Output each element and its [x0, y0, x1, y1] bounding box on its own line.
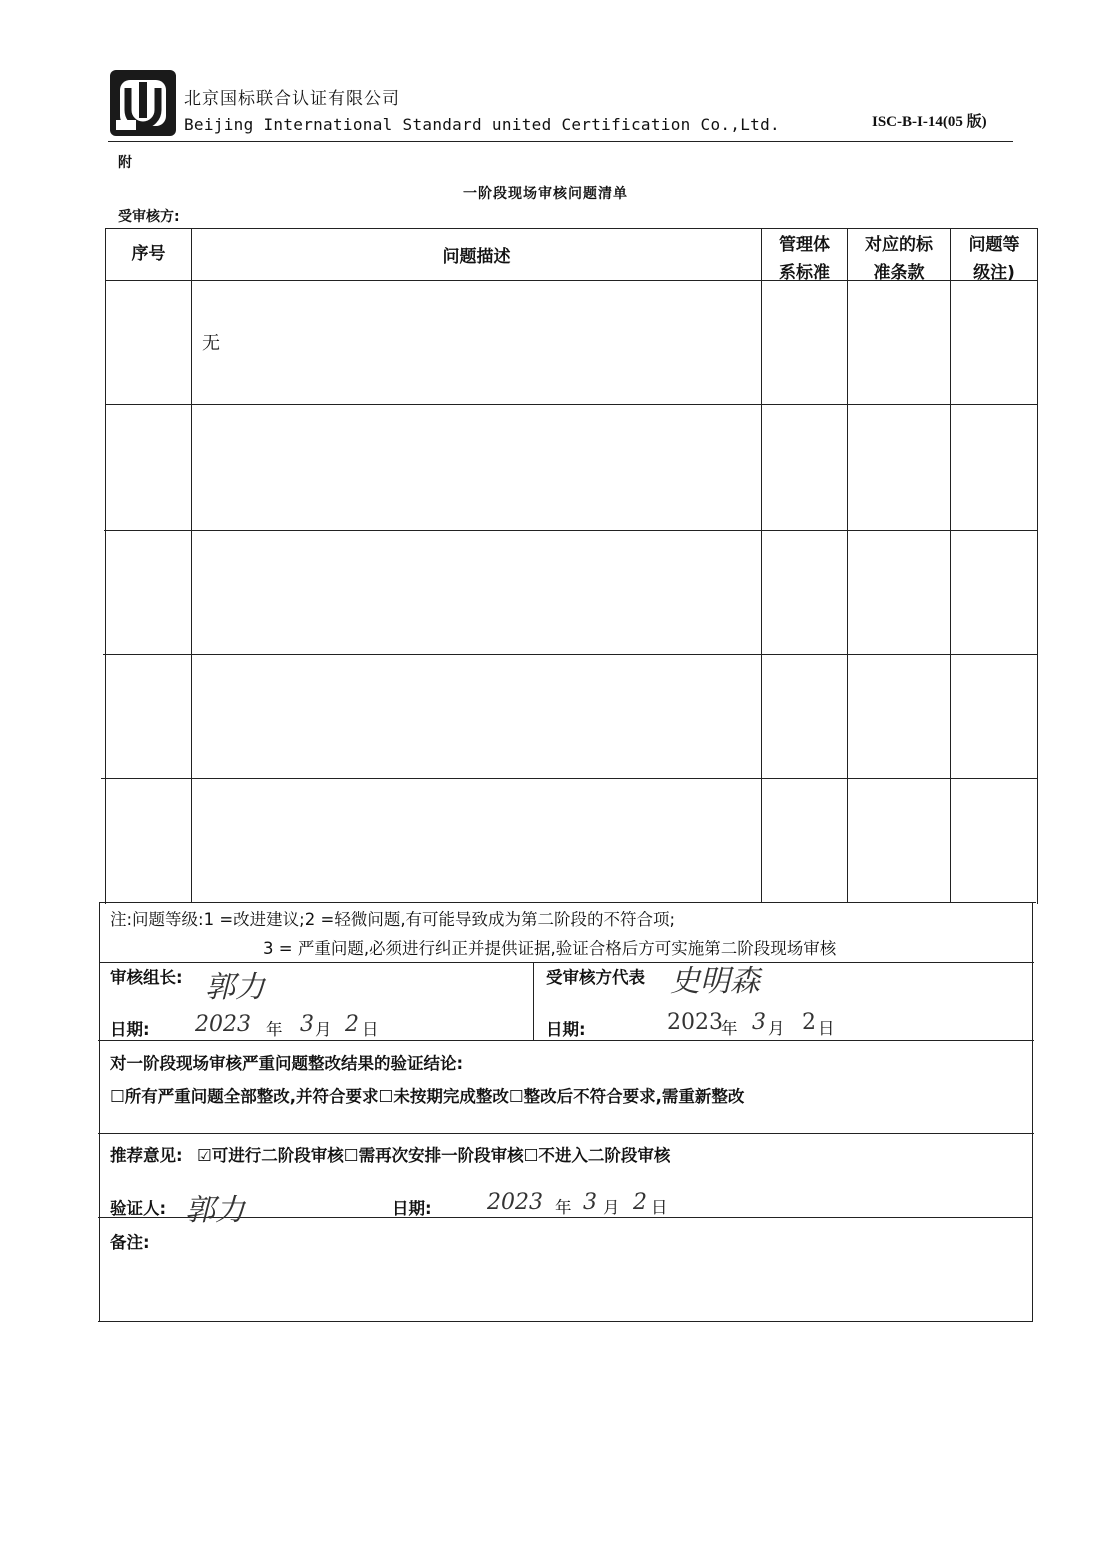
row-description: 无 [202, 333, 220, 354]
recommendation-year: 2023 [487, 1190, 543, 1215]
header-seq: 序号 [131, 244, 166, 264]
verifier-signature: 郭力 [185, 1193, 245, 1228]
header-standard-line1: 管理体 [779, 235, 830, 255]
verification-options[interactable]: ☐所有严重问题全部整改,并符合要求☐未按期完成整改☐整改后不符合要求,需重新整改 [110, 1087, 745, 1106]
attachment-label: 附 [118, 155, 132, 171]
header-level-line1: 问题等 [968, 235, 1020, 255]
form-right-border [1032, 902, 1033, 1322]
verification-title: 对一阶段现场审核严重问题整改结果的验证结论: [110, 1054, 464, 1073]
header-clause-line1: 对应的标 [865, 235, 933, 255]
verifier-label: 验证人: [110, 1199, 167, 1218]
header-clause [848, 231, 950, 287]
audit-leader-label: 审核组长: [110, 968, 183, 987]
remarks-label: 备注: [110, 1233, 150, 1252]
recommendation-day-unit: 日 [651, 1198, 668, 1217]
row-divider [101, 778, 1037, 779]
auditee-rep-date-label: 日期: [546, 1020, 586, 1039]
audit-leader-day: 2 [345, 1012, 359, 1037]
auditee-rep-month-unit: 月 [768, 1019, 785, 1038]
column-divider [847, 228, 848, 902]
audit-leader-month: 3 [300, 1012, 314, 1037]
table-right-border [1037, 228, 1038, 904]
header-description: 问题描述 [442, 247, 511, 267]
auditee-label: 受审核方: [118, 209, 180, 225]
row-divider [103, 654, 1038, 655]
recommendation-options[interactable]: ☑可进行二阶段审核☐需再次安排一阶段审核☐不进入二阶段审核 [197, 1146, 671, 1165]
auditee-rep-month: 3 [752, 1010, 766, 1035]
audit-leader-year-unit: 年 [266, 1020, 283, 1039]
recommendation-month: 3 [583, 1190, 597, 1215]
document-title: 一阶段现场审核问题清单 [463, 186, 628, 202]
auditee-rep-label: 受审核方代表 [546, 968, 645, 987]
recommendation-month-unit: 月 [603, 1198, 620, 1217]
column-divider [950, 228, 951, 902]
header-standard [762, 231, 847, 287]
audit-leader-signature: 郭力 [205, 970, 265, 1005]
recommendation-day: 2 [633, 1190, 647, 1215]
recommendation-year-unit: 年 [555, 1198, 572, 1217]
company-logo-icon [108, 68, 178, 138]
audit-leader-date-label: 日期: [110, 1020, 150, 1039]
row-divider [105, 404, 1038, 405]
header-level-line2: 级注) [973, 263, 1015, 283]
header-standard-line2: 系标准 [779, 263, 830, 283]
note-line-1: 注:问题等级:1 =改进建议;2 =轻微问题,有可能导致成为第二阶段的不符合项; [110, 910, 676, 929]
form-code: ISC-B-I-14(05 版) [872, 114, 987, 130]
company-name-en: Beijing International Standard united Certification Co.,Ltd. [184, 115, 780, 134]
table-left-border [105, 228, 106, 904]
audit-leader-month-unit: 月 [315, 1020, 332, 1039]
table-top-border [105, 228, 1038, 229]
form-left-border [99, 902, 100, 1322]
table-bottom-border [100, 902, 1036, 903]
recommendation-date-label: 日期: [392, 1199, 432, 1218]
note-line-2: 3 = 严重问题,必须进行纠正并提供证据,验证合格后方可实施第二阶段现场审核 [263, 939, 837, 958]
auditee-rep-signature: 史明森 [670, 964, 760, 999]
audit-leader-day-unit: 日 [362, 1020, 379, 1039]
auditee-rep-year: 2023 [667, 1010, 723, 1035]
remarks-bottom-border [98, 1321, 1033, 1322]
recommendation-label: 推荐意见: [110, 1146, 183, 1165]
header-clause-line2: 准条款 [873, 263, 925, 283]
header-level [951, 231, 1037, 287]
column-divider [191, 228, 192, 902]
company-name-cn: 北京国标联合认证有限公司 [184, 89, 400, 109]
signature-divider [533, 962, 534, 1040]
row-divider [104, 530, 1038, 531]
auditee-rep-day-unit: 日 [818, 1019, 835, 1038]
audit-leader-year: 2023 [195, 1012, 251, 1037]
signature-bottom-border [98, 1040, 1034, 1041]
verification-bottom-border [98, 1133, 1034, 1134]
header-divider [108, 141, 1013, 142]
auditee-rep-day: 2 [802, 1010, 816, 1035]
column-divider [761, 228, 762, 902]
auditee-rep-year-unit: 年 [721, 1019, 738, 1038]
